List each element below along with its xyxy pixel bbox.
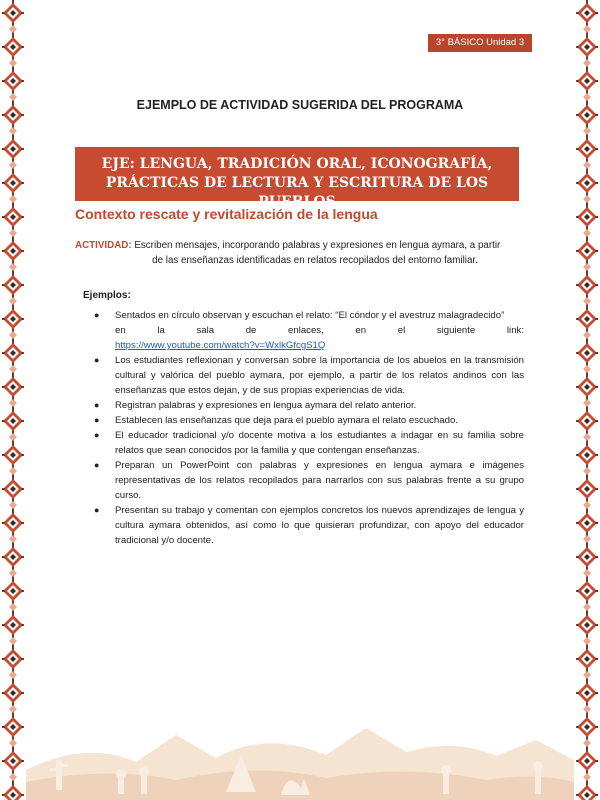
bullet-icon: ● [94,355,100,365]
bullet-icon: ● [94,310,100,320]
bullet-icon: ● [94,400,100,410]
list-item [92,398,524,413]
example-1-line-1: Sentados en círculo observan y escuchan el relato: “El cóndor y el avestruz malagradecido” [115,310,505,321]
example-6-text: Preparan un PowerPoint con palabras y expresiones en lengua aymara e imágenes representativas de los relatos recopilados para narrarlos con sus palabras frente a su grupo curso. [115,460,524,501]
example-5-text: El educador tradicional y/o docente motiva a los estudiantes a indagar en su familia sobre relatos que sean conocidos por la familia y que contengan enseñanzas. [115,430,524,456]
example-4-text: Establecen las enseñanzas que deja para el pueblo aymara el relato escuchado. [115,415,458,426]
examples-heading: Ejemplos: [83,290,131,301]
list-item [92,353,524,398]
eje-banner [75,147,519,210]
page-title: EJEMPLO DE ACTIVIDAD SUGERIDA DEL PROGRAMA [136,98,464,112]
eje-line-2: PRÁCTICAS DE LECTURA Y ESCRITURA DE LOS PUEBLOS [105,175,489,210]
list-item [92,458,524,503]
left-pattern-border [0,0,26,800]
landscape-footer-illustration [26,700,574,800]
section-title: Contexto rescate y revitalización de la lengua [75,206,378,222]
youtube-link[interactable]: https://www.youtube.com/watch?v=WxlkGfcgS1Q [115,340,326,351]
list-item [92,503,524,548]
activity-text-1: Escriben mensajes, incorporando palabras y expresiones en lengua aymara, a partir [134,240,501,251]
activity-description [75,238,525,268]
bullet-icon: ● [94,460,100,470]
bullet-icon: ● [94,505,100,515]
list-item [92,428,524,458]
right-pattern-border [574,0,600,800]
bullet-icon: ● [94,415,100,425]
activity-label: ACTIVIDAD: [75,240,132,251]
bullet-icon: ● [94,430,100,440]
grade-unit-badge: 3° BÁSICO Unidad 3 [428,34,532,52]
examples-list [92,308,524,548]
example-2-text: Los estudiantes reflexionan y conversan sobre la importancia de los abuelos en la transmisión cultural y valórica del pueblo aymara, por ejemplo, a partir de los relatos andinos con las enseñanzas que estos dejan, y de sus propias experiencias de vida. [115,355,524,396]
example-7-text: Presentan su trabajo y comentan con ejemplos concretos los nuevos aprendizajes de lengua y cultura aymara obtenidos, así como lo que quisieran profundizar, con apoyo del educador tradicional y/o docente. [115,505,524,546]
activity-line-2: de las enseñanzas identificadas en relatos recopilados del entorno familiar. [152,255,478,266]
list-item [92,308,524,353]
example-3-text: Registran palabras y expresiones en lengua aymara del relato anterior. [115,400,417,411]
eje-line-1: EJE: LENGUA, TRADICIÓN ORAL, ICONOGRAFÍA, [101,156,493,172]
list-item [92,413,524,428]
activity-line-1 [75,238,525,253]
example-1-line-2: en la sala de enlaces, en el siguiente link: [115,325,524,336]
